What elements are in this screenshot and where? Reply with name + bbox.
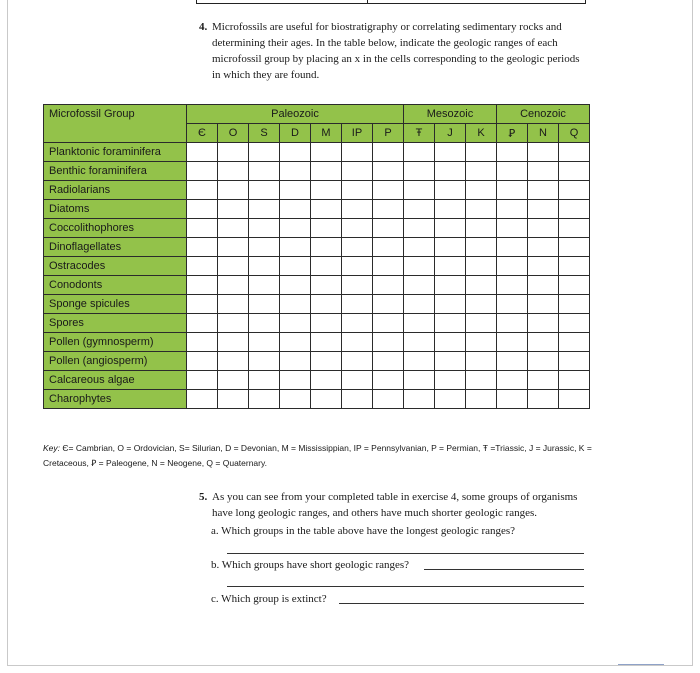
range-cell[interactable] (311, 200, 342, 219)
group-label: Dinoflagellates (44, 238, 187, 257)
range-cell[interactable] (404, 238, 435, 257)
period-header: Q (559, 124, 590, 143)
range-cell[interactable] (342, 143, 373, 162)
table-row (44, 200, 590, 219)
range-cell[interactable] (187, 219, 218, 238)
range-cell[interactable] (373, 295, 404, 314)
range-cell[interactable] (342, 314, 373, 333)
range-cell[interactable] (280, 162, 311, 181)
table-row (44, 295, 590, 314)
range-cell[interactable] (218, 314, 249, 333)
range-cell[interactable] (187, 333, 218, 352)
group-label: Pollen (gymnosperm) (44, 333, 187, 352)
question-4-text: Microfossils are useful for biostratigraphy or correlating sedimentary rocks and determining their ages. In the table below, indicate the geologic ranges of each microfossil group by placing an x in the cells corresponding to the geologic periods in which they are found. (212, 21, 580, 81)
range-cell[interactable] (218, 162, 249, 181)
range-cell[interactable] (435, 200, 466, 219)
range-cell[interactable] (466, 200, 497, 219)
range-cell[interactable] (218, 143, 249, 162)
range-cell[interactable] (342, 181, 373, 200)
range-cell[interactable] (528, 333, 559, 352)
range-cell[interactable] (497, 162, 528, 181)
range-cell[interactable] (528, 276, 559, 295)
range-cell[interactable] (497, 219, 528, 238)
range-cell[interactable] (249, 314, 280, 333)
range-cell[interactable] (187, 371, 218, 390)
range-cell[interactable] (466, 143, 497, 162)
range-cell[interactable] (528, 352, 559, 371)
range-cell[interactable] (249, 181, 280, 200)
range-cell[interactable] (435, 238, 466, 257)
range-cell[interactable] (218, 371, 249, 390)
range-cell[interactable] (497, 390, 528, 409)
range-cell[interactable] (559, 314, 590, 333)
footer-rule (618, 664, 664, 665)
range-cell[interactable] (280, 219, 311, 238)
range-cell[interactable] (311, 295, 342, 314)
group-label: Planktonic foraminifera (44, 143, 187, 162)
range-cell[interactable] (342, 371, 373, 390)
range-cell[interactable] (218, 219, 249, 238)
range-cell[interactable] (218, 352, 249, 371)
range-cell[interactable] (249, 295, 280, 314)
range-cell[interactable] (311, 219, 342, 238)
range-cell[interactable] (342, 295, 373, 314)
range-cell[interactable] (497, 181, 528, 200)
range-cell[interactable] (435, 257, 466, 276)
range-cell[interactable] (404, 200, 435, 219)
group-label: Spores (44, 314, 187, 333)
range-cell[interactable] (528, 390, 559, 409)
answer-line-5b-2[interactable] (227, 586, 584, 587)
group-label: Sponge spicules (44, 295, 187, 314)
range-cell[interactable] (280, 143, 311, 162)
question-5-text: As you can see from your completed table in exercise 4, some groups of organisms have long geologic ranges, and others have much shorter geologic ranges. (212, 491, 578, 519)
range-cell[interactable] (218, 257, 249, 276)
range-cell[interactable] (311, 238, 342, 257)
period-header: S (249, 124, 280, 143)
range-cell[interactable] (404, 390, 435, 409)
group-column-header: Microfossil Group (44, 105, 187, 143)
range-cell[interactable] (435, 390, 466, 409)
range-cell[interactable] (280, 390, 311, 409)
period-header: K (466, 124, 497, 143)
range-cell[interactable] (559, 162, 590, 181)
answer-line-5c[interactable] (339, 603, 584, 604)
question-5-number: 5. (199, 491, 208, 503)
range-cell[interactable] (280, 200, 311, 219)
era-mesozoic: Mesozoic (404, 105, 497, 124)
range-cell[interactable] (528, 162, 559, 181)
table-row (44, 181, 590, 200)
range-cell[interactable] (311, 257, 342, 276)
range-cell[interactable] (528, 314, 559, 333)
range-cell[interactable] (249, 162, 280, 181)
range-cell[interactable] (559, 181, 590, 200)
range-cell[interactable] (404, 276, 435, 295)
period-header: Є (187, 124, 218, 143)
group-label: Coccolithophores (44, 219, 187, 238)
range-cell[interactable] (435, 371, 466, 390)
period-header: Ŧ (404, 124, 435, 143)
group-label: Calcareous algae (44, 371, 187, 390)
range-cell[interactable] (373, 181, 404, 200)
range-cell[interactable] (559, 390, 590, 409)
range-cell[interactable] (404, 333, 435, 352)
range-cell[interactable] (404, 352, 435, 371)
range-cell[interactable] (559, 238, 590, 257)
range-cell[interactable] (311, 352, 342, 371)
range-cell[interactable] (466, 371, 497, 390)
range-cell[interactable] (528, 295, 559, 314)
range-cell[interactable] (497, 238, 528, 257)
range-cell[interactable] (218, 276, 249, 295)
abbreviation-key (43, 441, 603, 471)
range-cell[interactable] (280, 333, 311, 352)
range-cell[interactable] (187, 200, 218, 219)
range-cell[interactable] (559, 333, 590, 352)
range-cell[interactable] (249, 390, 280, 409)
table-row (44, 314, 590, 333)
range-cell[interactable] (435, 276, 466, 295)
group-label: Conodonts (44, 276, 187, 295)
question-4-number: 4. (199, 21, 208, 33)
question-5c: c. Which group is extinct? (211, 593, 327, 605)
range-cell[interactable] (435, 143, 466, 162)
question-4 (199, 19, 589, 83)
range-cell[interactable] (342, 257, 373, 276)
range-cell[interactable] (249, 143, 280, 162)
previous-table-edge (196, 0, 586, 4)
range-cell[interactable] (466, 352, 497, 371)
range-cell[interactable] (435, 181, 466, 200)
range-cell[interactable] (280, 276, 311, 295)
table-row (44, 219, 590, 238)
range-cell[interactable] (311, 371, 342, 390)
range-cell[interactable] (342, 200, 373, 219)
table-row (44, 333, 590, 352)
range-cell[interactable] (187, 314, 218, 333)
range-cell[interactable] (249, 371, 280, 390)
range-cell[interactable] (528, 181, 559, 200)
range-cell[interactable] (187, 238, 218, 257)
range-cell[interactable] (342, 162, 373, 181)
range-cell[interactable] (342, 238, 373, 257)
range-cell[interactable] (466, 295, 497, 314)
range-cell[interactable] (280, 295, 311, 314)
range-cell[interactable] (311, 276, 342, 295)
key-text: Є= Cambrian, O = Ordovician, S= Silurian, D = Devonian, M = Mississippian, IP = Pennsylvanian, P = Permian, Ŧ =Triassic, J = Jurassic, K = Cretaceous, Ꝑ = Paleogene, N = Neogene, Q = Quaternary. (43, 443, 592, 468)
range-cell[interactable] (404, 371, 435, 390)
range-cell[interactable] (404, 314, 435, 333)
range-cell[interactable] (342, 276, 373, 295)
group-label: Charophytes (44, 390, 187, 409)
range-cell[interactable] (435, 295, 466, 314)
range-cell[interactable] (404, 257, 435, 276)
range-cell[interactable] (435, 352, 466, 371)
table-row (44, 276, 590, 295)
range-cell[interactable] (280, 371, 311, 390)
range-cell[interactable] (373, 143, 404, 162)
range-cell[interactable] (187, 162, 218, 181)
range-cell[interactable] (466, 333, 497, 352)
answer-line-5b-1[interactable] (424, 569, 584, 570)
period-header: P (373, 124, 404, 143)
range-cell[interactable] (311, 143, 342, 162)
range-cell[interactable] (559, 200, 590, 219)
range-cell[interactable] (311, 314, 342, 333)
range-cell[interactable] (311, 162, 342, 181)
period-header: O (218, 124, 249, 143)
table-row (44, 162, 590, 181)
range-cell[interactable] (249, 219, 280, 238)
range-cell[interactable] (249, 333, 280, 352)
range-cell[interactable] (559, 295, 590, 314)
range-cell[interactable] (559, 371, 590, 390)
range-cell[interactable] (342, 352, 373, 371)
range-cell[interactable] (497, 352, 528, 371)
era-cenozoic: Cenozoic (497, 105, 590, 124)
range-cell[interactable] (466, 314, 497, 333)
period-header: Ꝑ (497, 124, 528, 143)
range-cell[interactable] (280, 352, 311, 371)
range-cell[interactable] (497, 295, 528, 314)
group-label: Ostracodes (44, 257, 187, 276)
range-cell[interactable] (528, 219, 559, 238)
range-cell[interactable] (435, 219, 466, 238)
range-cell[interactable] (249, 200, 280, 219)
range-cell[interactable] (404, 219, 435, 238)
key-label: Key: (43, 443, 61, 453)
group-label: Diatoms (44, 200, 187, 219)
range-cell[interactable] (466, 390, 497, 409)
range-cell[interactable] (218, 200, 249, 219)
answer-line-5a[interactable] (227, 553, 584, 554)
range-cell[interactable] (311, 181, 342, 200)
table-body (44, 143, 590, 409)
range-cell[interactable] (218, 295, 249, 314)
range-cell[interactable] (435, 162, 466, 181)
period-header: J (435, 124, 466, 143)
range-cell[interactable] (187, 257, 218, 276)
table-row (44, 352, 590, 371)
period-header: IP (342, 124, 373, 143)
range-cell[interactable] (187, 390, 218, 409)
range-cell[interactable] (249, 276, 280, 295)
range-cell[interactable] (559, 276, 590, 295)
range-cell[interactable] (187, 143, 218, 162)
table-row (44, 257, 590, 276)
range-cell[interactable] (342, 333, 373, 352)
table-row (44, 238, 590, 257)
range-cell[interactable] (373, 219, 404, 238)
range-cell[interactable] (373, 200, 404, 219)
range-cell[interactable] (187, 295, 218, 314)
range-cell[interactable] (187, 181, 218, 200)
range-cell[interactable] (187, 352, 218, 371)
range-cell[interactable] (497, 143, 528, 162)
range-cell[interactable] (373, 257, 404, 276)
range-cell[interactable] (280, 181, 311, 200)
range-cell[interactable] (528, 143, 559, 162)
range-cell[interactable] (373, 162, 404, 181)
range-cell[interactable] (497, 333, 528, 352)
range-cell[interactable] (373, 314, 404, 333)
range-cell[interactable] (280, 257, 311, 276)
range-cell[interactable] (311, 390, 342, 409)
range-cell[interactable] (559, 143, 590, 162)
table-row (44, 371, 590, 390)
group-label: Pollen (angiosperm) (44, 352, 187, 371)
range-cell[interactable] (497, 276, 528, 295)
range-cell[interactable] (249, 352, 280, 371)
range-cell[interactable] (280, 238, 311, 257)
range-cell[interactable] (342, 390, 373, 409)
question-5 (199, 489, 594, 605)
range-cell[interactable] (373, 238, 404, 257)
range-cell[interactable] (559, 352, 590, 371)
range-cell[interactable] (559, 219, 590, 238)
range-cell[interactable] (373, 390, 404, 409)
range-cell[interactable] (218, 333, 249, 352)
range-cell[interactable] (528, 200, 559, 219)
range-cell[interactable] (280, 314, 311, 333)
range-cell[interactable] (404, 181, 435, 200)
range-cell[interactable] (466, 162, 497, 181)
era-paleozoic: Paleozoic (187, 105, 404, 124)
range-cell[interactable] (249, 238, 280, 257)
table-row (44, 390, 590, 409)
range-cell[interactable] (373, 276, 404, 295)
range-cell[interactable] (435, 314, 466, 333)
range-cell[interactable] (528, 257, 559, 276)
range-cell[interactable] (373, 371, 404, 390)
range-cell[interactable] (404, 162, 435, 181)
group-label: Benthic foraminifera (44, 162, 187, 181)
range-cell[interactable] (559, 257, 590, 276)
range-cell[interactable] (404, 295, 435, 314)
range-cell[interactable] (466, 257, 497, 276)
range-cell[interactable] (466, 181, 497, 200)
range-cell[interactable] (497, 314, 528, 333)
table-row (44, 143, 590, 162)
range-cell[interactable] (528, 371, 559, 390)
range-cell[interactable] (249, 257, 280, 276)
range-cell[interactable] (373, 333, 404, 352)
range-cell[interactable] (497, 257, 528, 276)
range-cell[interactable] (218, 390, 249, 409)
range-cell[interactable] (497, 200, 528, 219)
range-cell[interactable] (466, 238, 497, 257)
range-cell[interactable] (218, 238, 249, 257)
range-cell[interactable] (404, 143, 435, 162)
range-cell[interactable] (466, 276, 497, 295)
range-cell[interactable] (466, 219, 497, 238)
microfossil-range-table (43, 104, 590, 409)
range-cell[interactable] (311, 333, 342, 352)
question-5b: b. Which groups have short geologic ranges? (211, 559, 410, 571)
range-cell[interactable] (187, 276, 218, 295)
period-header: M (311, 124, 342, 143)
range-cell[interactable] (528, 238, 559, 257)
group-label: Radiolarians (44, 181, 187, 200)
range-cell[interactable] (373, 352, 404, 371)
period-header: D (280, 124, 311, 143)
period-header: N (528, 124, 559, 143)
question-5a: a. Which groups in the table above have the longest geologic ranges? (211, 525, 516, 537)
range-cell[interactable] (342, 219, 373, 238)
range-cell[interactable] (218, 181, 249, 200)
range-cell[interactable] (435, 333, 466, 352)
range-cell[interactable] (497, 371, 528, 390)
era-header-row (44, 105, 590, 124)
